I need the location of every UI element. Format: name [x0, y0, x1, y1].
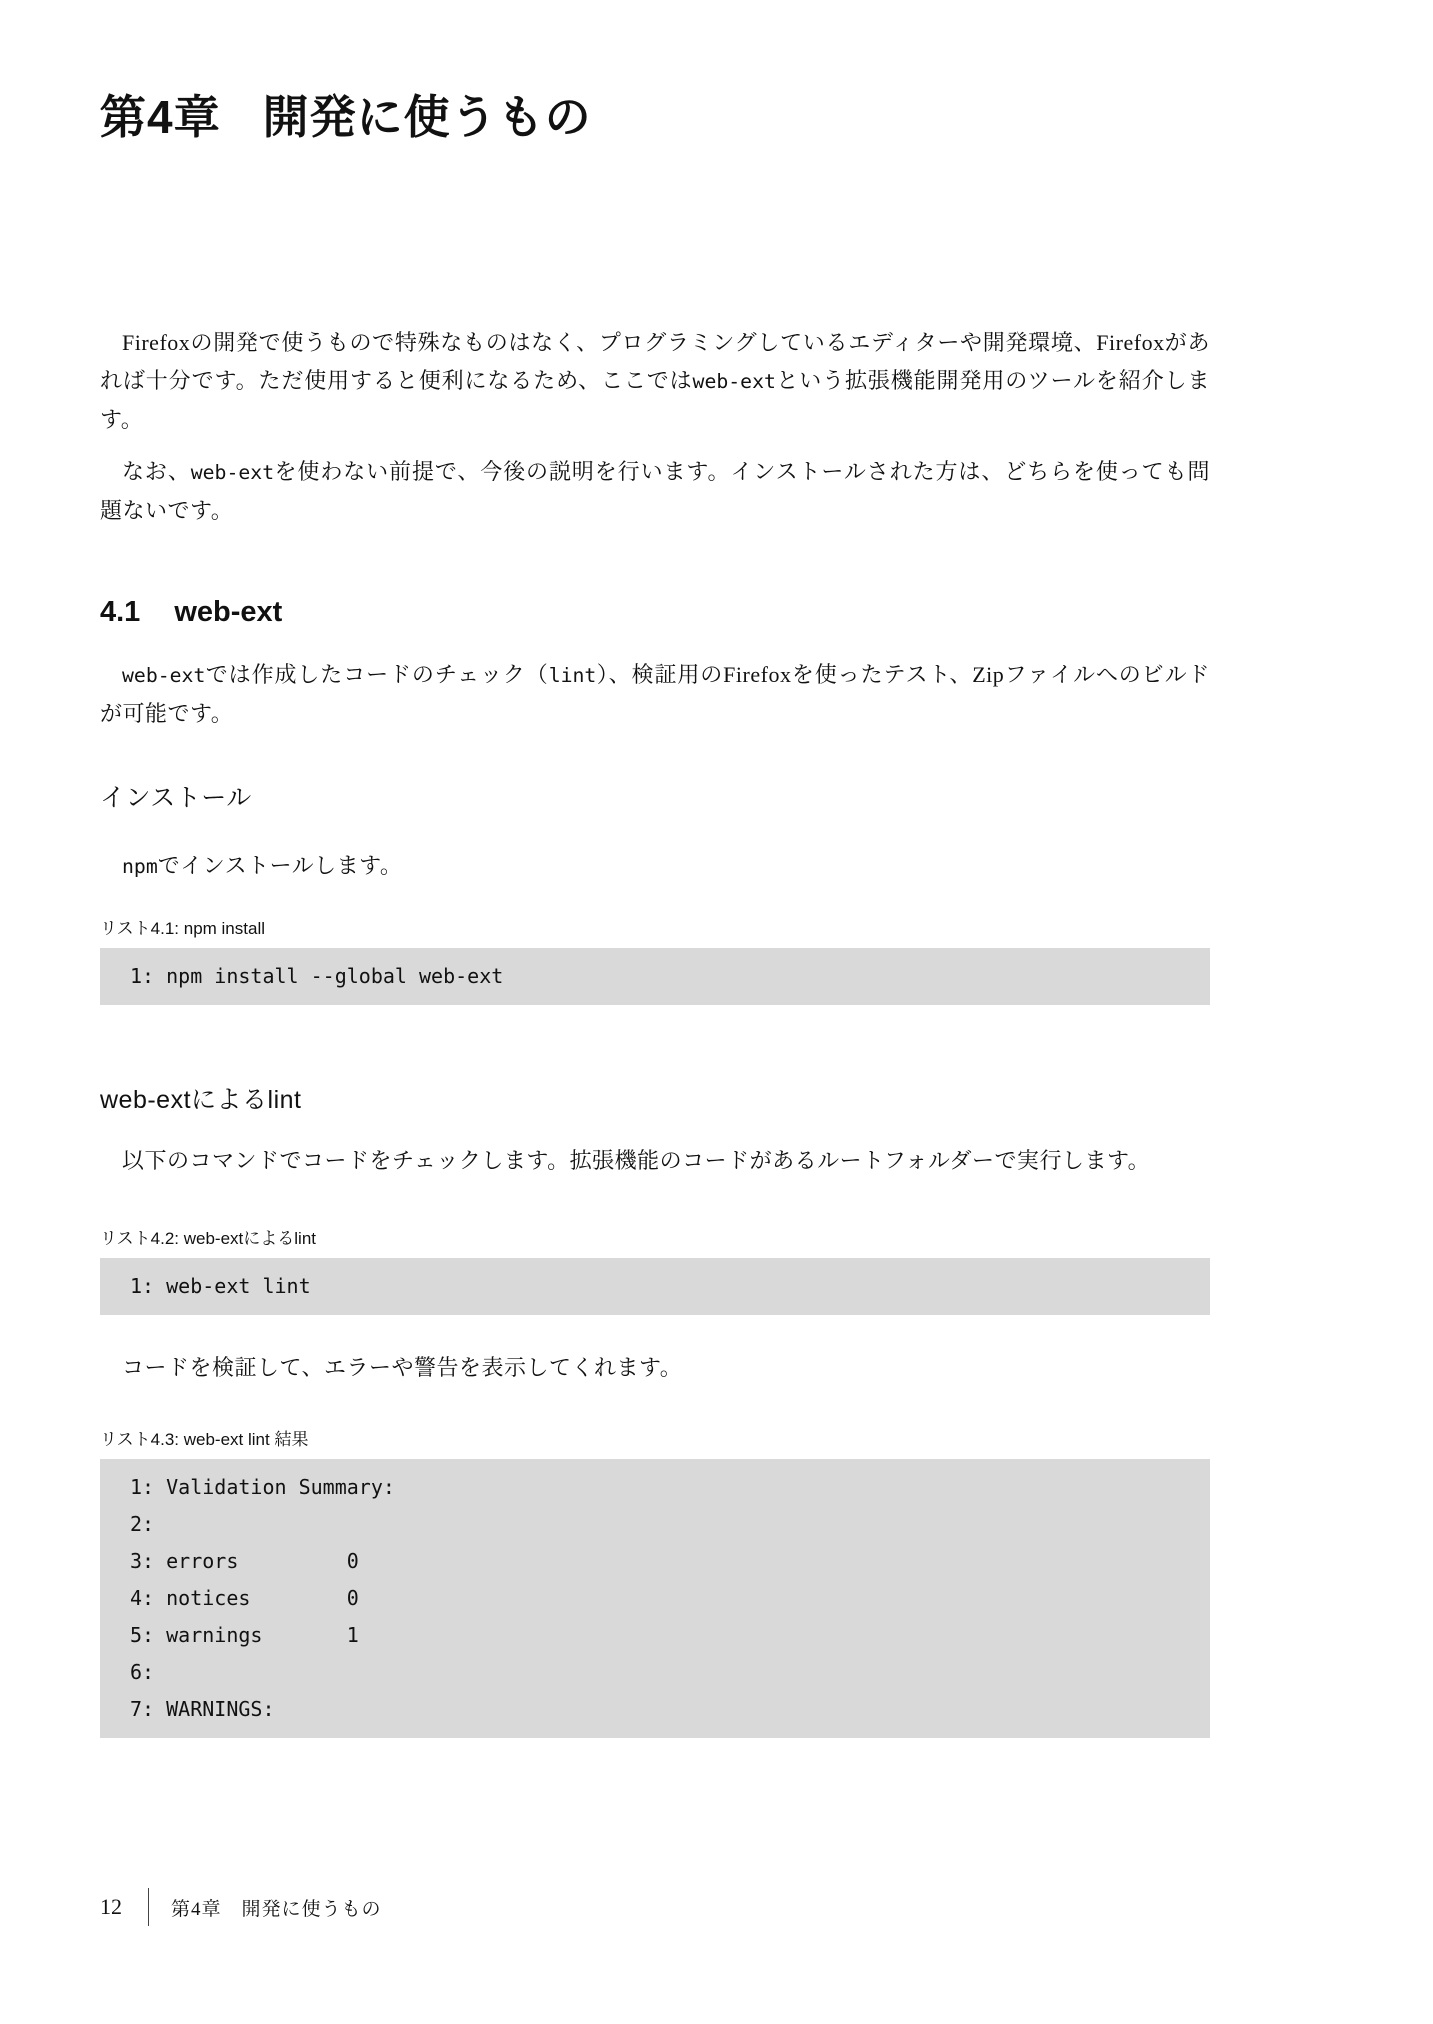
footer-divider: [148, 1888, 149, 1926]
intro-p1-inline-code: web-ext: [692, 370, 776, 393]
code-line: 2:: [130, 1512, 155, 1537]
code-block-web-ext-lint: [100, 1258, 1210, 1315]
section-number: 4.1: [100, 596, 141, 628]
code-line: 1: web-ext lint: [130, 1274, 311, 1299]
code-line: 5: warnings 1: [130, 1623, 359, 1648]
section-p1-text-2: ）、検証用のFirefoxを使ったテスト、Zipファイルへのビルドが可能です。: [100, 662, 1210, 727]
lint-paragraph-1: 以下のコマンドでコードをチェックします。拡張機能のコードがあるルートフォルダーで実行します。: [122, 1148, 1151, 1174]
section-p1-inline-code-1: web-ext: [122, 664, 206, 688]
listing-caption-4-3: リスト4.3: web-ext lint 結果: [100, 1430, 309, 1450]
page-number: 12: [100, 1894, 122, 1919]
intro-paragraph-2: [100, 453, 1210, 530]
section-paragraph: [100, 656, 1210, 733]
install-paragraph: [100, 847, 1210, 886]
footer-chapter-label: 第4章 開発に使うもの: [171, 1898, 382, 1920]
intro-p2-inline-code: web-ext: [190, 461, 275, 484]
intro-p1-text-1: Firefoxの開発で使うもので特殊なものはなく、プログラミングしているエディターや開発環境、Firefoxがあれば十分です。ただ使用すると便利になるため、ここでは: [100, 330, 1210, 393]
listing-caption-4-2: リスト4.2: web-extによるlint: [100, 1229, 316, 1249]
section-p1-text-1: では作成したコードのチェック（: [205, 662, 549, 688]
intro-paragraph-1: [100, 324, 1210, 439]
intro-p2-text-2: を使わない前提で、今後の説明を行います。インストールされた方は、どちらを使っても問題ないです。: [100, 459, 1210, 523]
page-content: [100, 88, 1210, 1738]
code-block-npm-install: [100, 948, 1210, 1005]
intro-p1-text-2: という拡張機能開発用のツールを紹介します。: [100, 368, 1210, 432]
code-line: 6:: [130, 1660, 155, 1685]
subsection-heading-lint: web-extによるlint: [100, 1086, 302, 1115]
chapter-title: [100, 88, 1210, 146]
install-p1-inline-code: npm: [122, 855, 158, 879]
code-line: 1: Validation Summary:: [130, 1475, 395, 1500]
section-p1-inline-code-2: lint: [548, 664, 597, 688]
chapter-number: 第4章: [100, 91, 221, 143]
chapter-title-text: 開発に使うもの: [262, 91, 592, 143]
listing-caption-4-1: リスト4.1: npm install: [100, 919, 265, 939]
install-p1-text: でインストールします。: [157, 853, 403, 879]
code-line: 3: errors 0: [130, 1549, 359, 1574]
intro-p2-text-1: なお、: [122, 459, 191, 484]
section-heading-4-1: [100, 592, 1210, 632]
subsection-heading-install: インストール: [100, 784, 252, 813]
code-line: 4: notices 0: [130, 1586, 359, 1611]
code-block-lint-result: [100, 1459, 1210, 1738]
page-footer: [100, 1888, 382, 1926]
lint-paragraph-2: コードを検証して、エラーや警告を表示してくれます。: [122, 1355, 683, 1381]
code-line: 7: WARNINGS:: [130, 1697, 275, 1722]
section-title-text: web-ext: [174, 596, 283, 628]
code-line: 1: npm install --global web-ext: [130, 964, 504, 989]
